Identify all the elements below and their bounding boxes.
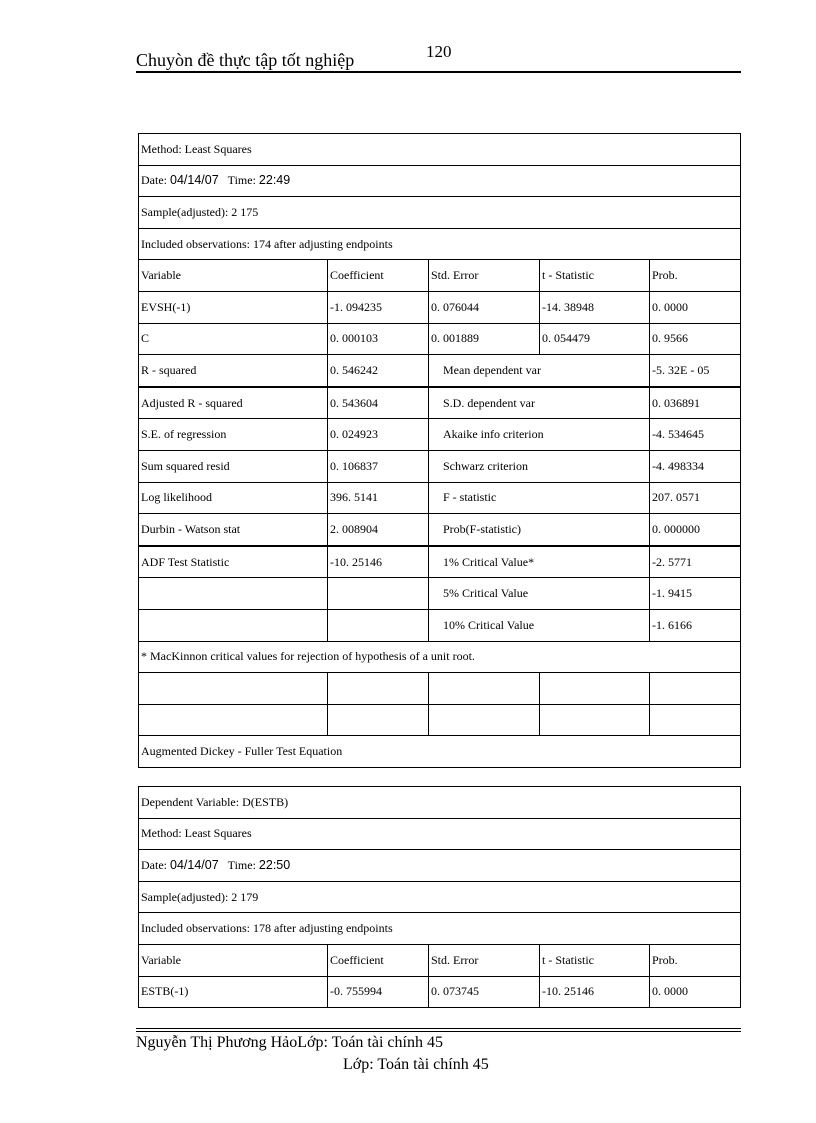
equation-title: Augmented Dickey - Fuller Test Equation xyxy=(139,736,741,768)
footer-rule xyxy=(136,1028,741,1029)
page-header xyxy=(136,42,741,74)
stats-row: Sum squared resid 0. 106837 Schwarz criterion -4. 498334 xyxy=(139,450,741,482)
table-header-row: Variable Coefficient Std. Error t - Statistic Prob. xyxy=(139,944,741,976)
page-number: 120 xyxy=(426,42,452,61)
date-time-row: Date: 04/14/07 Time: 22:50 xyxy=(139,850,741,882)
class-line: Lớp: Toán tài chính 45 xyxy=(343,1056,489,1073)
stats-row: Durbin - Watson stat 2. 008904 Prob(F-statistic) 0. 000000 xyxy=(139,514,741,546)
equation-table xyxy=(138,786,741,1008)
table-row: ESTB(-1) -0. 755994 0. 073745 -10. 25146 0. 0000 xyxy=(139,976,741,1008)
table-header-row: Variable Coefficient Std. Error t - Statistic Prob. xyxy=(139,260,741,292)
stats-row: Adjusted R - squared 0. 543604 S.D. dependent var 0. 036891 xyxy=(139,387,741,419)
adf-row: ADF Test Statistic -10. 25146 1% Critical Value* -2. 5771 xyxy=(139,546,741,578)
page-footer xyxy=(136,1028,741,1073)
header-rule xyxy=(136,71,741,73)
author-line: Nguyễn Thị Phương HảoLớp: Toán tài chính 45 xyxy=(136,1034,443,1051)
footer-rule xyxy=(136,1031,741,1032)
observations-label: Included observations: 174 after adjusting endpoints xyxy=(139,228,741,260)
stats-row: S.E. of regression 0. 024923 Akaike info criterion -4. 534645 xyxy=(139,419,741,451)
empty-row xyxy=(139,673,741,705)
observations-label: Included observations: 178 after adjusting endpoints xyxy=(139,913,741,945)
adf-row: 10% Critical Value -1. 6166 xyxy=(139,609,741,641)
method-label: Method: Least Squares xyxy=(139,134,741,166)
mackinnon-note: * MacKinnon critical values for rejection of hypothesis of a unit root. xyxy=(139,641,741,673)
date-time-row: Date: 04/14/07 Time: 22:49 xyxy=(139,165,741,197)
sample-label: Sample(adjusted): 2 175 xyxy=(139,197,741,229)
dependent-variable-label: Dependent Variable: D(ESTB) xyxy=(139,787,741,819)
sample-label: Sample(adjusted): 2 179 xyxy=(139,881,741,913)
table-row: C 0. 000103 0. 001889 0. 054479 0. 9566 xyxy=(139,323,741,355)
stats-row: R - squared 0. 546242 Mean dependent var -5. 32E - 05 xyxy=(139,355,741,387)
document-title: Chuyòn đề thực tập tốt nghiệp xyxy=(136,50,355,70)
adf-row: 5% Critical Value -1. 9415 xyxy=(139,578,741,610)
method-label: Method: Least Squares xyxy=(139,818,741,850)
adf-test-table xyxy=(138,133,741,768)
empty-row xyxy=(139,704,741,736)
table-row: EVSH(-1) -1. 094235 0. 076044 -14. 38948 0. 0000 xyxy=(139,291,741,323)
stats-row: Log likelihood 396. 5141 F - statistic 207. 0571 xyxy=(139,482,741,514)
